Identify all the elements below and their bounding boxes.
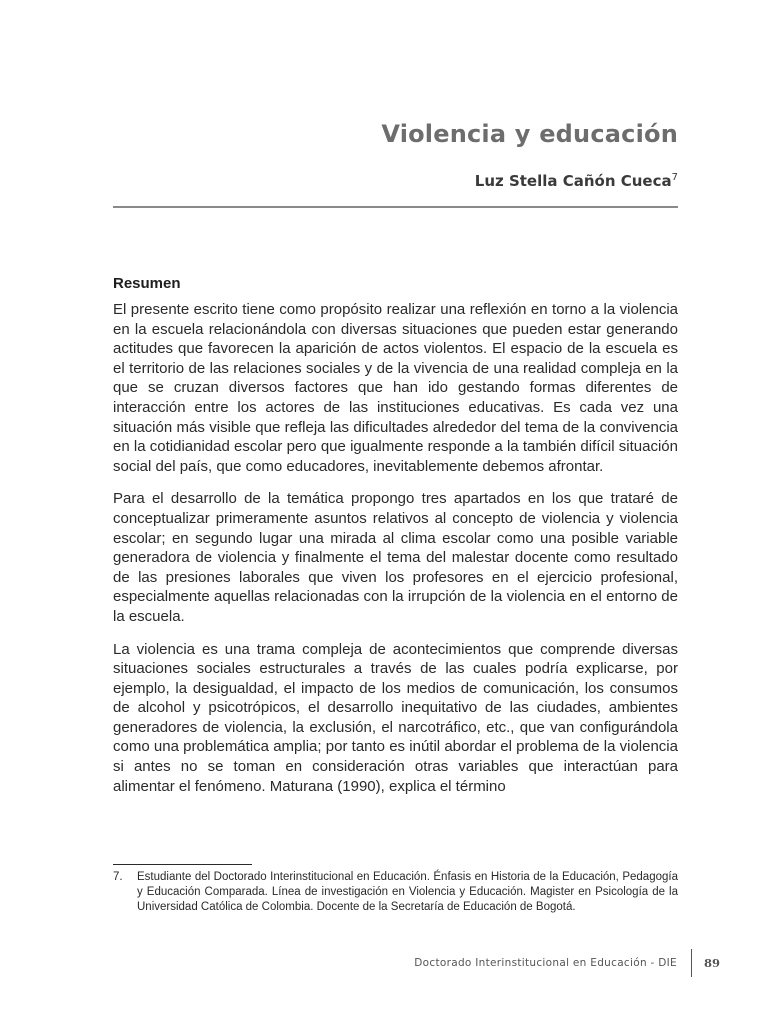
article-author <box>475 172 678 190</box>
author-name: Luz Stella Cañón Cueca <box>474 172 672 190</box>
footnote-divider <box>113 864 252 865</box>
abstract-section <box>113 274 678 809</box>
abstract-paragraph: La violencia es una trama compleja de acontecimientos que comprende diversas situaciones sociales estructurales a través de las cuales podría explicarse, por ejemplo, la desigualdad, el impacto de los medios de comunicación, los consumos de alcohol y psicotrópicos, el desarrollo inequitativo de las ciudades, ambientes generadores de violencia, la exclusión, el narcotráfico, etc., que van configurándola como una problemática amplia; por tanto es inútil abordar el problema de la violencia si antes no se toman en consideración otras variables que interactúan para alimentar el fenómeno. Maturana (1990), explica el término <box>113 640 678 795</box>
running-footer-text: Doctorado Interinstitucional en Educación - DIE <box>414 957 677 969</box>
article-title: Violencia y educación <box>381 120 678 148</box>
page-footer <box>414 948 720 978</box>
footnote-text: Estudiante del Doctorado Interinstitucional en Educación. Énfasis en Historia de la Educación, Pedagogía y Educación Comparada. Línea de investigación en Violencia y Educación. Magister en Psicología de la Universidad Católica de Colombia. Docente de la Secretaría de Educación de Bogotá. <box>137 871 678 913</box>
footnote-number: 7. <box>113 871 123 883</box>
abstract-heading: Resumen <box>113 275 181 292</box>
footnote <box>113 870 678 915</box>
title-divider <box>113 206 678 208</box>
author-footnote-marker: 7 <box>671 172 678 183</box>
footer-separator <box>691 949 692 977</box>
abstract-paragraph: Para el desarrollo de la temática propongo tres apartados en los que trataré de conceptualizar primeramente asuntos relativos al concepto de violencia y violencia escolar; en segundo lugar una mirada al clima escolar como una posible variable generadora de violencia y finalmente el tema del malestar docente como resultado de las presiones laborales que viven los profesores en el ejercicio profesional, especialmente aquellas relacionadas con la irrupción de la violencia en el entorno de la escuela. <box>113 490 678 625</box>
abstract-paragraph: El presente escrito tiene como propósito realizar una reflexión en torno a la violencia en la escuela relacionándola con diversas situaciones que pueden estar generando actitudes que favorecen la aparición de actos violentos. El espacio de la escuela es el territorio de las relaciones sociales y de la vivencia de una realidad compleja en la que se cruzan diversos factores que han ido gestando formas diferentes de interacción entre los actores de las instituciones educativas. Es cada vez una situación más visible que refleja las dificultades alrededor del tema de la convivencia en la cotidianidad escolar pero que igualmente responde a la también difícil situación social del país, que como educadores, inevitablemente debemos afrontar. <box>113 301 678 475</box>
page-number: 89 <box>703 956 720 970</box>
